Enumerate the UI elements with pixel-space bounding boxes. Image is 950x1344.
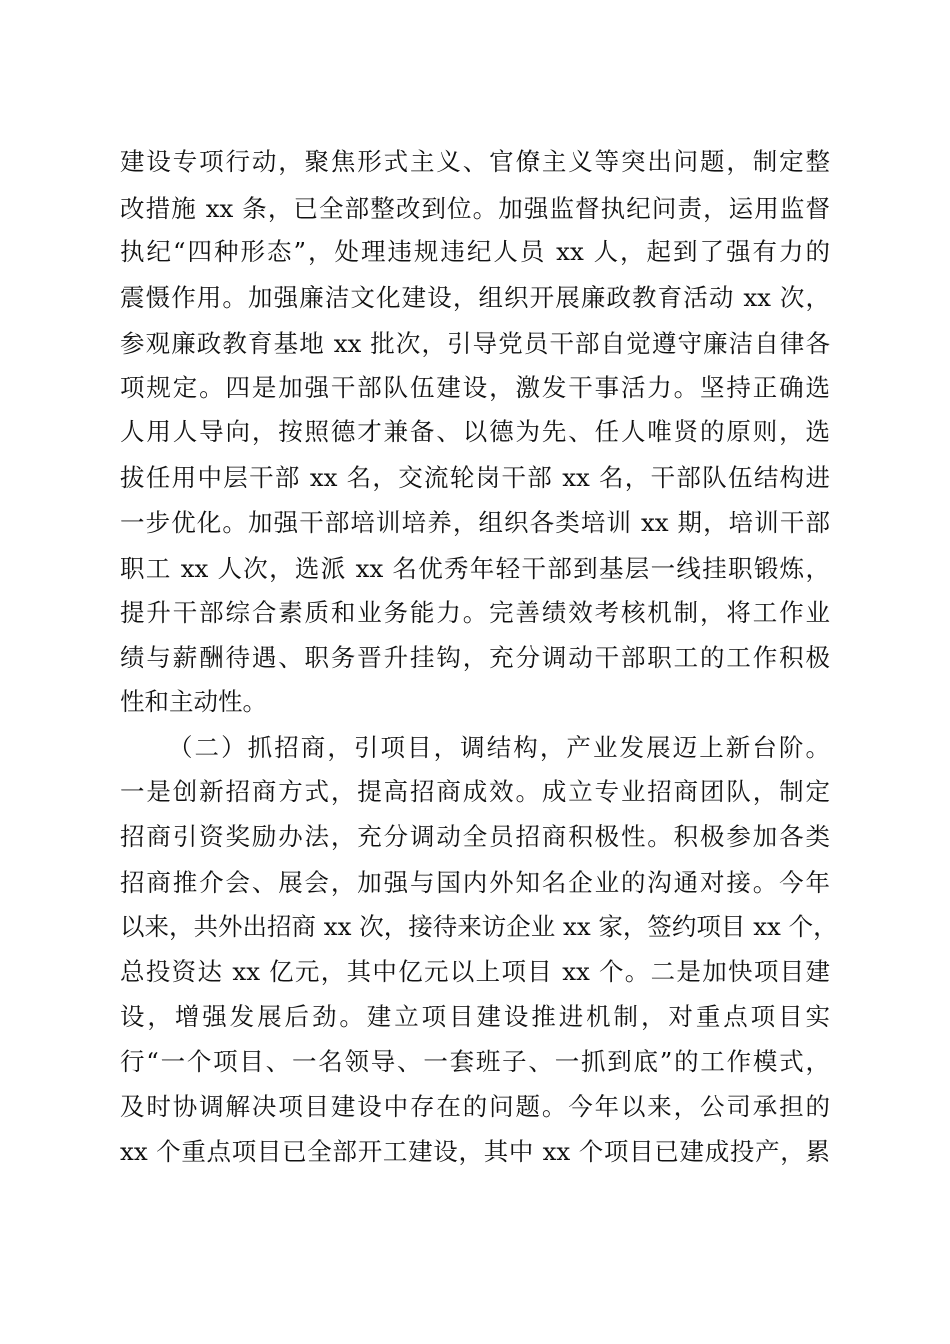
text-line: 绩与薪酬待遇、职务晋升挂钩，充分调动干部职工的工作积极 [120,643,830,672]
text-line: 拔任用中层干部 xx 名，交流轮岗干部 xx 名，干部队伍结构进 [120,463,830,492]
text-line: 以来，共外出招商 xx 次，接待来访企业 xx 家，签约项目 xx 个， [120,912,838,941]
text-line: 执纪“四种形态”，处理违规违纪人员 xx 人，起到了强有力的 [120,237,830,266]
section-heading-line: （二）抓招商，引项目，调结构，产业发展迈上新台阶。 [168,733,830,762]
text-line: 人用人导向，按照德才兼备、以德为先、任人唯贤的原则，选 [120,417,830,446]
text-line: 提升干部综合素质和业务能力。完善绩效考核机制，将工作业 [120,598,830,627]
text-line-paragraph-end: 性和主动性。 [120,687,267,716]
text-line: 一是创新招商方式，提高招商成效。成立专业招商团队，制定 [120,777,830,806]
text-line: 招商推介会、展会，加强与国内外知名企业的沟通对接。今年 [120,868,830,897]
text-line: 设，增强发展后劲。建立项目建设推进机制，对重点项目实 [120,1002,830,1031]
text-line: 及时协调解决项目建设中存在的问题。今年以来，公司承担的 [120,1092,830,1121]
text-line: 招商引资奖励办法，充分调动全员招商积极性。积极参加各类 [120,822,830,851]
text-line: 职工 xx 人次，选派 xx 名优秀年轻干部到基层一线挂职锻炼， [120,554,830,583]
text-line: 建设专项行动，聚焦形式主义、官僚主义等突出问题，制定整 [120,147,830,176]
text-line: 行“一个项目、一名领导、一套班子、一抓到底”的工作模式， [120,1047,830,1076]
text-line: 项规定。四是加强干部队伍建设，激发干事活力。坚持正确选 [120,373,830,402]
text-line: 参观廉政教育基地 xx 批次，引导党员干部自觉遵守廉洁自律各 [120,329,830,358]
text-line: 总投资达 xx 亿元，其中亿元以上项目 xx 个。二是加快项目建 [120,957,830,986]
text-line: 震慑作用。加强廉洁文化建设，组织开展廉政教育活动 xx 次， [120,283,830,312]
text-line: 一步优化。加强干部培训培养，组织各类培训 xx 期，培训干部 [120,508,830,537]
text-line: 改措施 xx 条，已全部整改到位。加强监督执纪问责，运用监督 [120,194,830,223]
text-line: xx 个重点项目已全部开工建设，其中 xx 个项目已建成投产，累 [120,1137,830,1166]
